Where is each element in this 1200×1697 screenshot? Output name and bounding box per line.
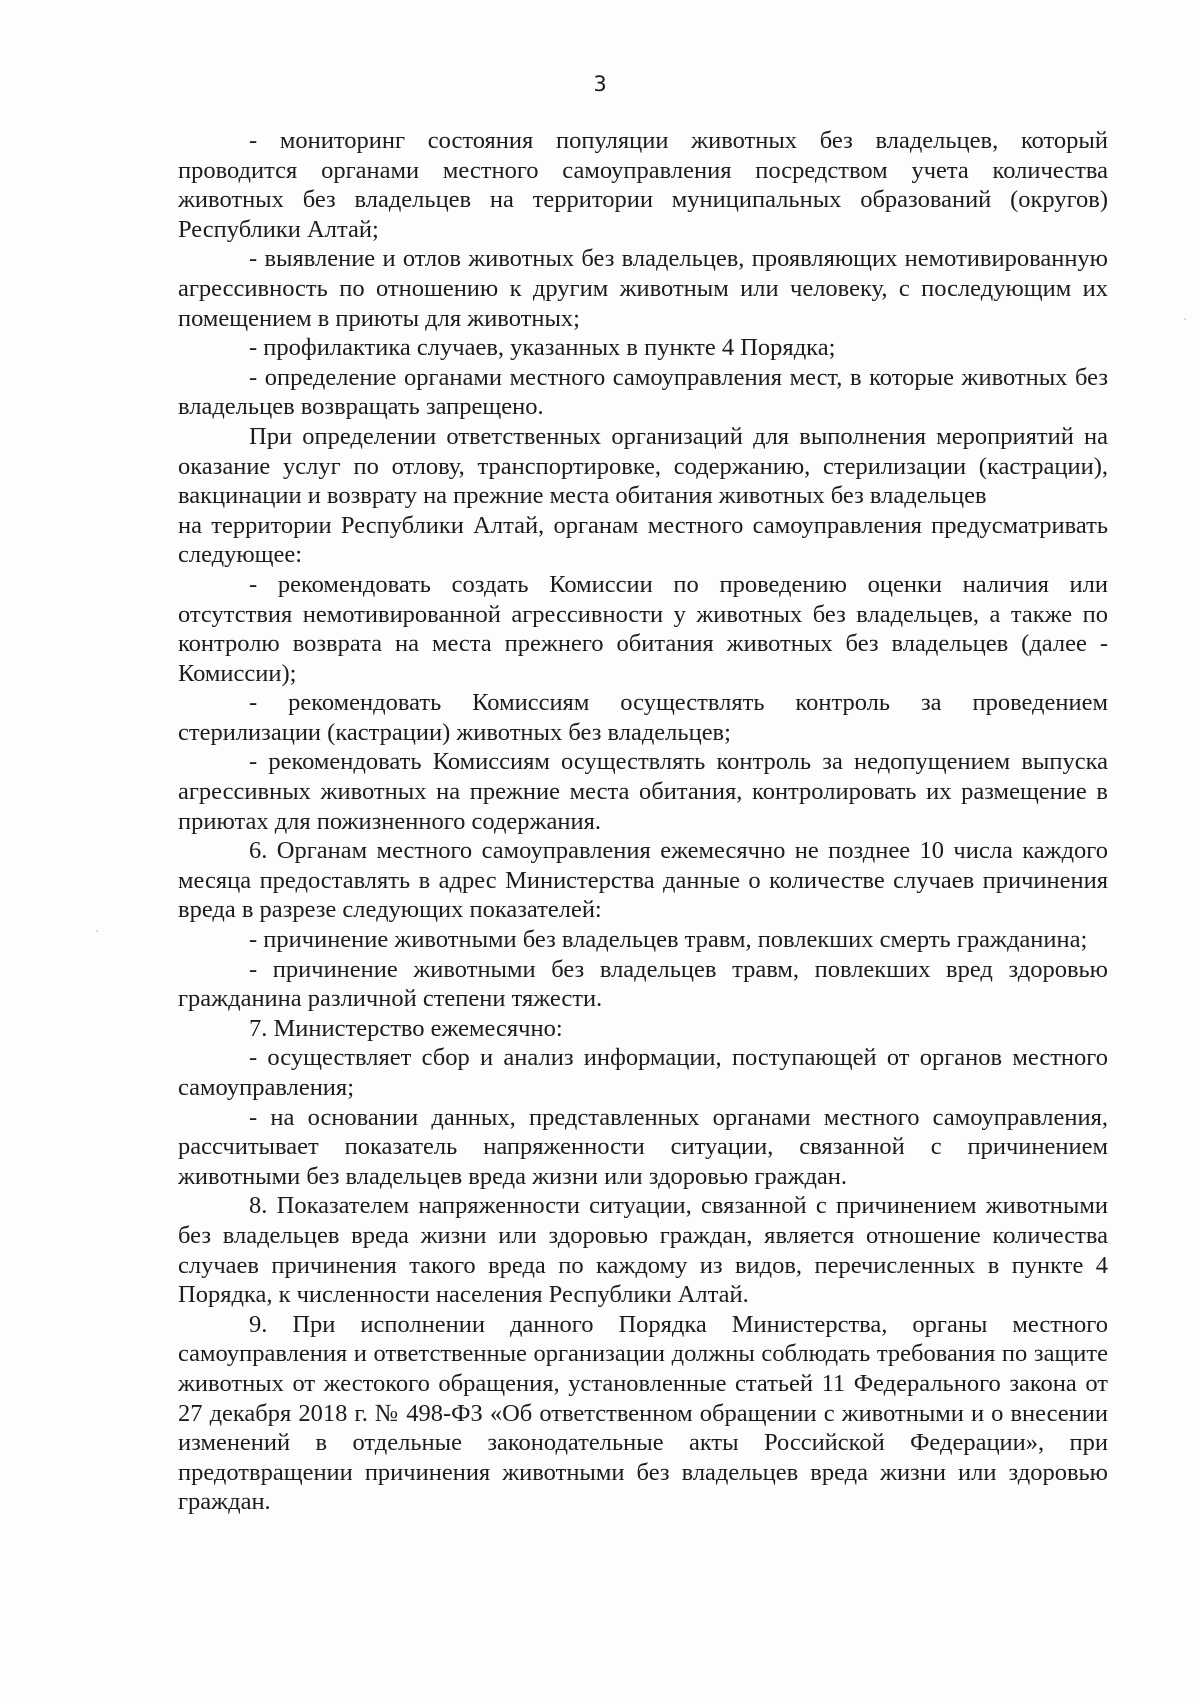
paragraph-release-control: - рекомендовать Комиссиям осуществлять контроль за недопущением выпуска агрессивных животных на прежние места обитания, контролировать их размещение в приютах для пожизненного содержания. [178,748,1108,835]
paragraph-sterilization-control: - рекомендовать Комиссиям осуществлять контроль за проведением стерилизации (кастрации) животных без владельцев; [178,689,1108,746]
paragraph-item-7: 7. Министерство ежемесячно: [249,1014,563,1042]
document-body [178,126,1108,1517]
page-number: 3 [593,72,607,96]
scan-speck [96,930,98,932]
paragraph-capture: - выявление и отлов животных без владельцев, проявляющих немотивированную агрессивность по отношению к другим животным или человеку, с последующим их помещением в приюты для животных; [178,245,1108,332]
paragraph-monitoring: - мониторинг состояния популяции животных без владельцев, который проводится органами местного самоуправления посредством учета количества животных без владельцев на территории муниципальных образований (округов) Республики Алтай; [178,127,1108,243]
paragraph-collection: - осуществляет сбор и анализ информации, поступающей от органов местного самоуправления; [178,1044,1108,1101]
paragraph-forbidden-places: - определение органами местного самоуправления мест, в которые животных без владельцев возвращать запрещено. [178,363,1108,421]
paragraph-item-9: 9. При исполнении данного Порядка Министерства, органы местного самоуправления и ответственные организации должны соблюдать требования по защите животных от жестокого обращения, установленные статьей 11 Федерального закона от 27 декабря 2018 г. № 498-ФЗ «Об ответственном обращении с животными и о внесении изменений в отдельные законодательные акты Российской Федерации», при предотвращении причинения животными без владельцев вреда жизни или здоровью граждан. [178,1310,1108,1516]
paragraph-death-injuries: - причинение животными без владельцев травм, повлекших смерть гражданина; [249,926,1088,954]
paragraph-item-6: 6. Органам местного самоуправления ежемесячно не позднее 10 числа каждого месяца предоставлять в адрес Министерства данные о количестве случаев причинения вреда в разрезе следующих показателей: [178,837,1108,924]
paragraph-calculation: - на основании данных, представленных органами местного самоуправления, рассчитывает показатель напряженности ситуации, связанной с причинением животными без владельцев вреда жизни или здоровью граждан. [178,1103,1108,1190]
paragraph-item-8: 8. Показателем напряженности ситуации, связанной с причинением животными без владельцев вреда жизни или здоровью граждан, является отношение количества случаев причинения такого вреда по каждому из видов, перечисленных в пункте 4 Порядка, к численности населения Республики Алтай. [178,1192,1108,1309]
paragraph-territory: на территории Республики Алтай, органам местного самоуправления предусматривать следующее: [178,511,1108,569]
paragraph-commissions: - рекомендовать создать Комиссии по проведению оценки наличия или отсутствия немотивированной агрессивности у животных без владельцев, а также по контролю возврата на места прежнего обитания животных без владельцев (далее - Комиссии); [178,570,1108,687]
scan-speck [1184,318,1186,320]
paragraph-health-injuries: - причинение животными без владельцев травм, повлекших вред здоровью гражданина различной степени тяжести. [178,955,1108,1013]
paragraph-prevention: - профилактика случаев, указанных в пункте 4 Порядка; [249,334,836,362]
paragraph-responsible-orgs: При определении ответственных организаций для выполнения мероприятий на оказание услуг по отлову, транспортировке, содержанию, стерилизации (кастрации), вакцинации и возврату на прежние места обитания животных без владельцев [178,422,1108,510]
